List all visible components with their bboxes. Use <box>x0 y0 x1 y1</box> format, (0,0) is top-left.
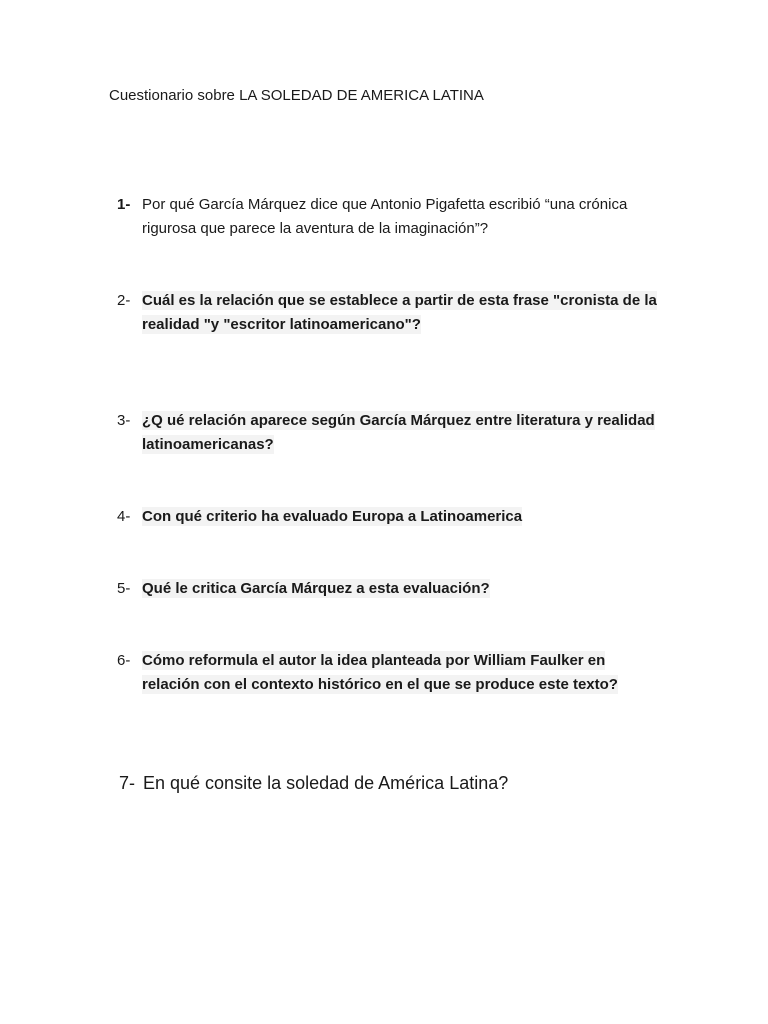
question-text: Qué le critica García Márquez a esta evaluación? <box>142 580 490 597</box>
question-5 <box>117 577 657 601</box>
question-text: En qué consite la soledad de América Latina? <box>143 773 509 793</box>
question-text: ¿Q ué relación aparece según García Márquez entre literatura y realidad latinoamericanas? <box>142 412 655 453</box>
question-1 <box>117 193 657 241</box>
question-number: 4- <box>117 508 131 525</box>
question-text: Por qué García Márquez dice que Antonio Pigafetta escribió “una crónica rigurosa que parece la aventura de la imaginación”? <box>142 196 628 237</box>
document-title: Cuestionario sobre LA SOLEDAD DE AMERICA LATINA <box>109 87 484 104</box>
question-number: 3- <box>117 412 131 429</box>
question-2 <box>117 289 657 337</box>
question-text: Cómo reformula el autor la idea planteada por William Faulker en relación con el contexto histórico en el que se produce este texto? <box>142 652 618 693</box>
question-number: 6- <box>117 652 131 669</box>
question-number: 7- <box>119 773 136 793</box>
question-text: Cuál es la relación que se establece a partir de esta frase "cronista de la realidad "y "escritor latinoamericano"? <box>142 292 657 333</box>
question-6 <box>117 649 657 697</box>
question-3 <box>117 409 657 457</box>
question-7 <box>119 770 659 796</box>
question-number: 1- <box>117 196 131 213</box>
question-number: 2- <box>117 292 131 309</box>
question-number: 5- <box>117 580 131 597</box>
question-text: Con qué criterio ha evaluado Europa a Latinoamerica <box>142 508 523 525</box>
question-4 <box>117 505 657 529</box>
